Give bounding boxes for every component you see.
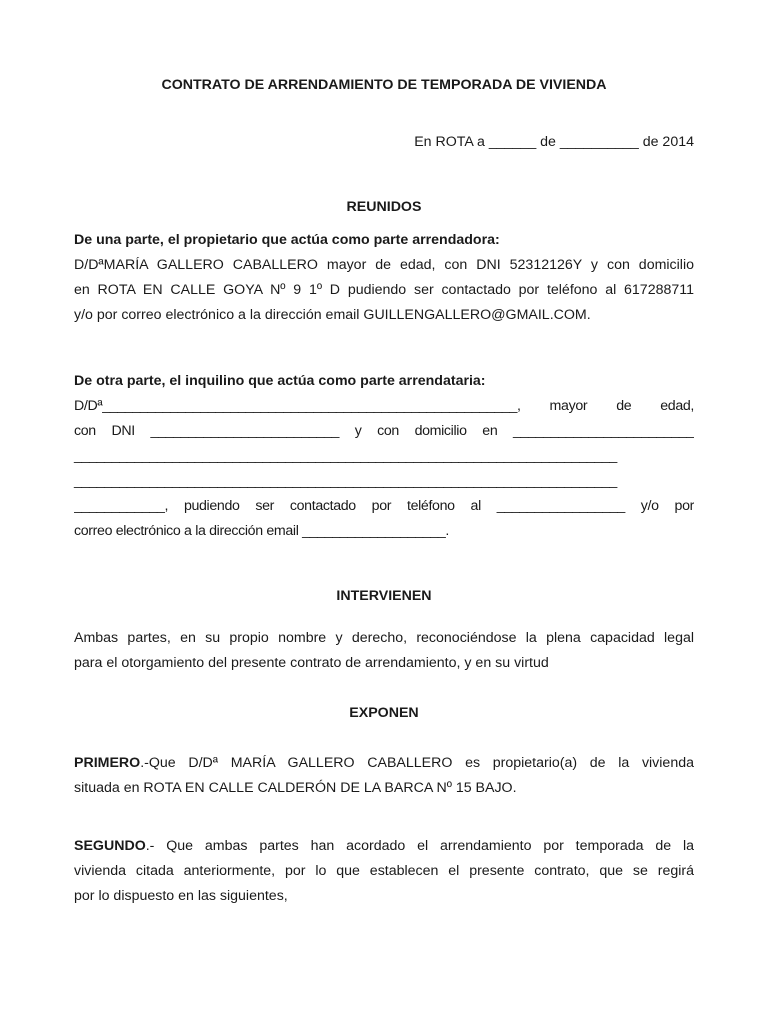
primero-line-2: situada en ROTA EN CALLE CALDERÓN DE LA BARCA Nº 15 BAJO. [74, 780, 517, 796]
landlord-line-2: en ROTA EN CALLE GOYA Nº 9 1º D pudiendo ser contactado por teléfono al 617288711 [74, 282, 694, 298]
landlord-line-3: y/o por correo electrónico a la dirección email GUILLENGALLERO@GMAIL.COM. [74, 307, 591, 323]
exponen-heading: EXPONEN [349, 705, 419, 721]
tenant-line-3: ________________________________________________________________________ [74, 448, 617, 464]
document-title: CONTRATO DE ARRENDAMIENTO DE TEMPORADA DE VIVIENDA [161, 77, 607, 93]
segundo-line-1 [74, 836, 694, 856]
tenant-line-2: con DNI _________________________ y con domicilio en ________________________ [74, 423, 694, 439]
primero-label: PRIMERO [74, 755, 141, 771]
intervienen-line-2: para el otorgamiento del presente contrato de arrendamiento, y en su virtud [74, 655, 549, 671]
segundo-label: SEGUNDO [74, 838, 146, 854]
tenant-line-4: ________________________________________________________________________ [74, 473, 617, 489]
landlord-line-1: D/DªMARÍA GALLERO CABALLERO mayor de edad, con DNI 52312126Y y con domicilio [74, 257, 694, 273]
landlord-intro: De una parte, el propietario que actúa como parte arrendadora: [74, 232, 500, 248]
tenant-intro: De otra parte, el inquilino que actúa como parte arrendataria: [74, 373, 486, 389]
primero-line-1-text: .-Que D/Dª MARÍA GALLERO CABALLERO es propietario(a) de la vivienda [140, 755, 694, 771]
segundo-line-3: por lo dispuesto en las siguientes, [74, 888, 288, 904]
primero-line-1 [74, 753, 694, 773]
tenant-line-1: D/Dª_______________________________________________________, mayor de edad, [74, 398, 694, 414]
segundo-line-2: vivienda citada anteriormente, por lo que establecen el presente contrato, que se regirá [74, 863, 694, 879]
intervienen-heading: INTERVIENEN [336, 588, 432, 604]
reunidos-heading: REUNIDOS [346, 199, 422, 215]
tenant-line-5: ____________, pudiendo ser contactado por teléfono al _________________ y/o por [74, 498, 694, 514]
tenant-line-6: correo electrónico a la dirección email ___________________. [74, 523, 449, 539]
date-line: En ROTA a ______ de __________ de 2014 [414, 134, 694, 150]
segundo-line-1-text: .- Que ambas partes han acordado el arrendamiento por temporada de la [145, 838, 694, 854]
intervienen-line-1: Ambas partes, en su propio nombre y derecho, reconociéndose la plena capacidad legal [74, 630, 694, 646]
